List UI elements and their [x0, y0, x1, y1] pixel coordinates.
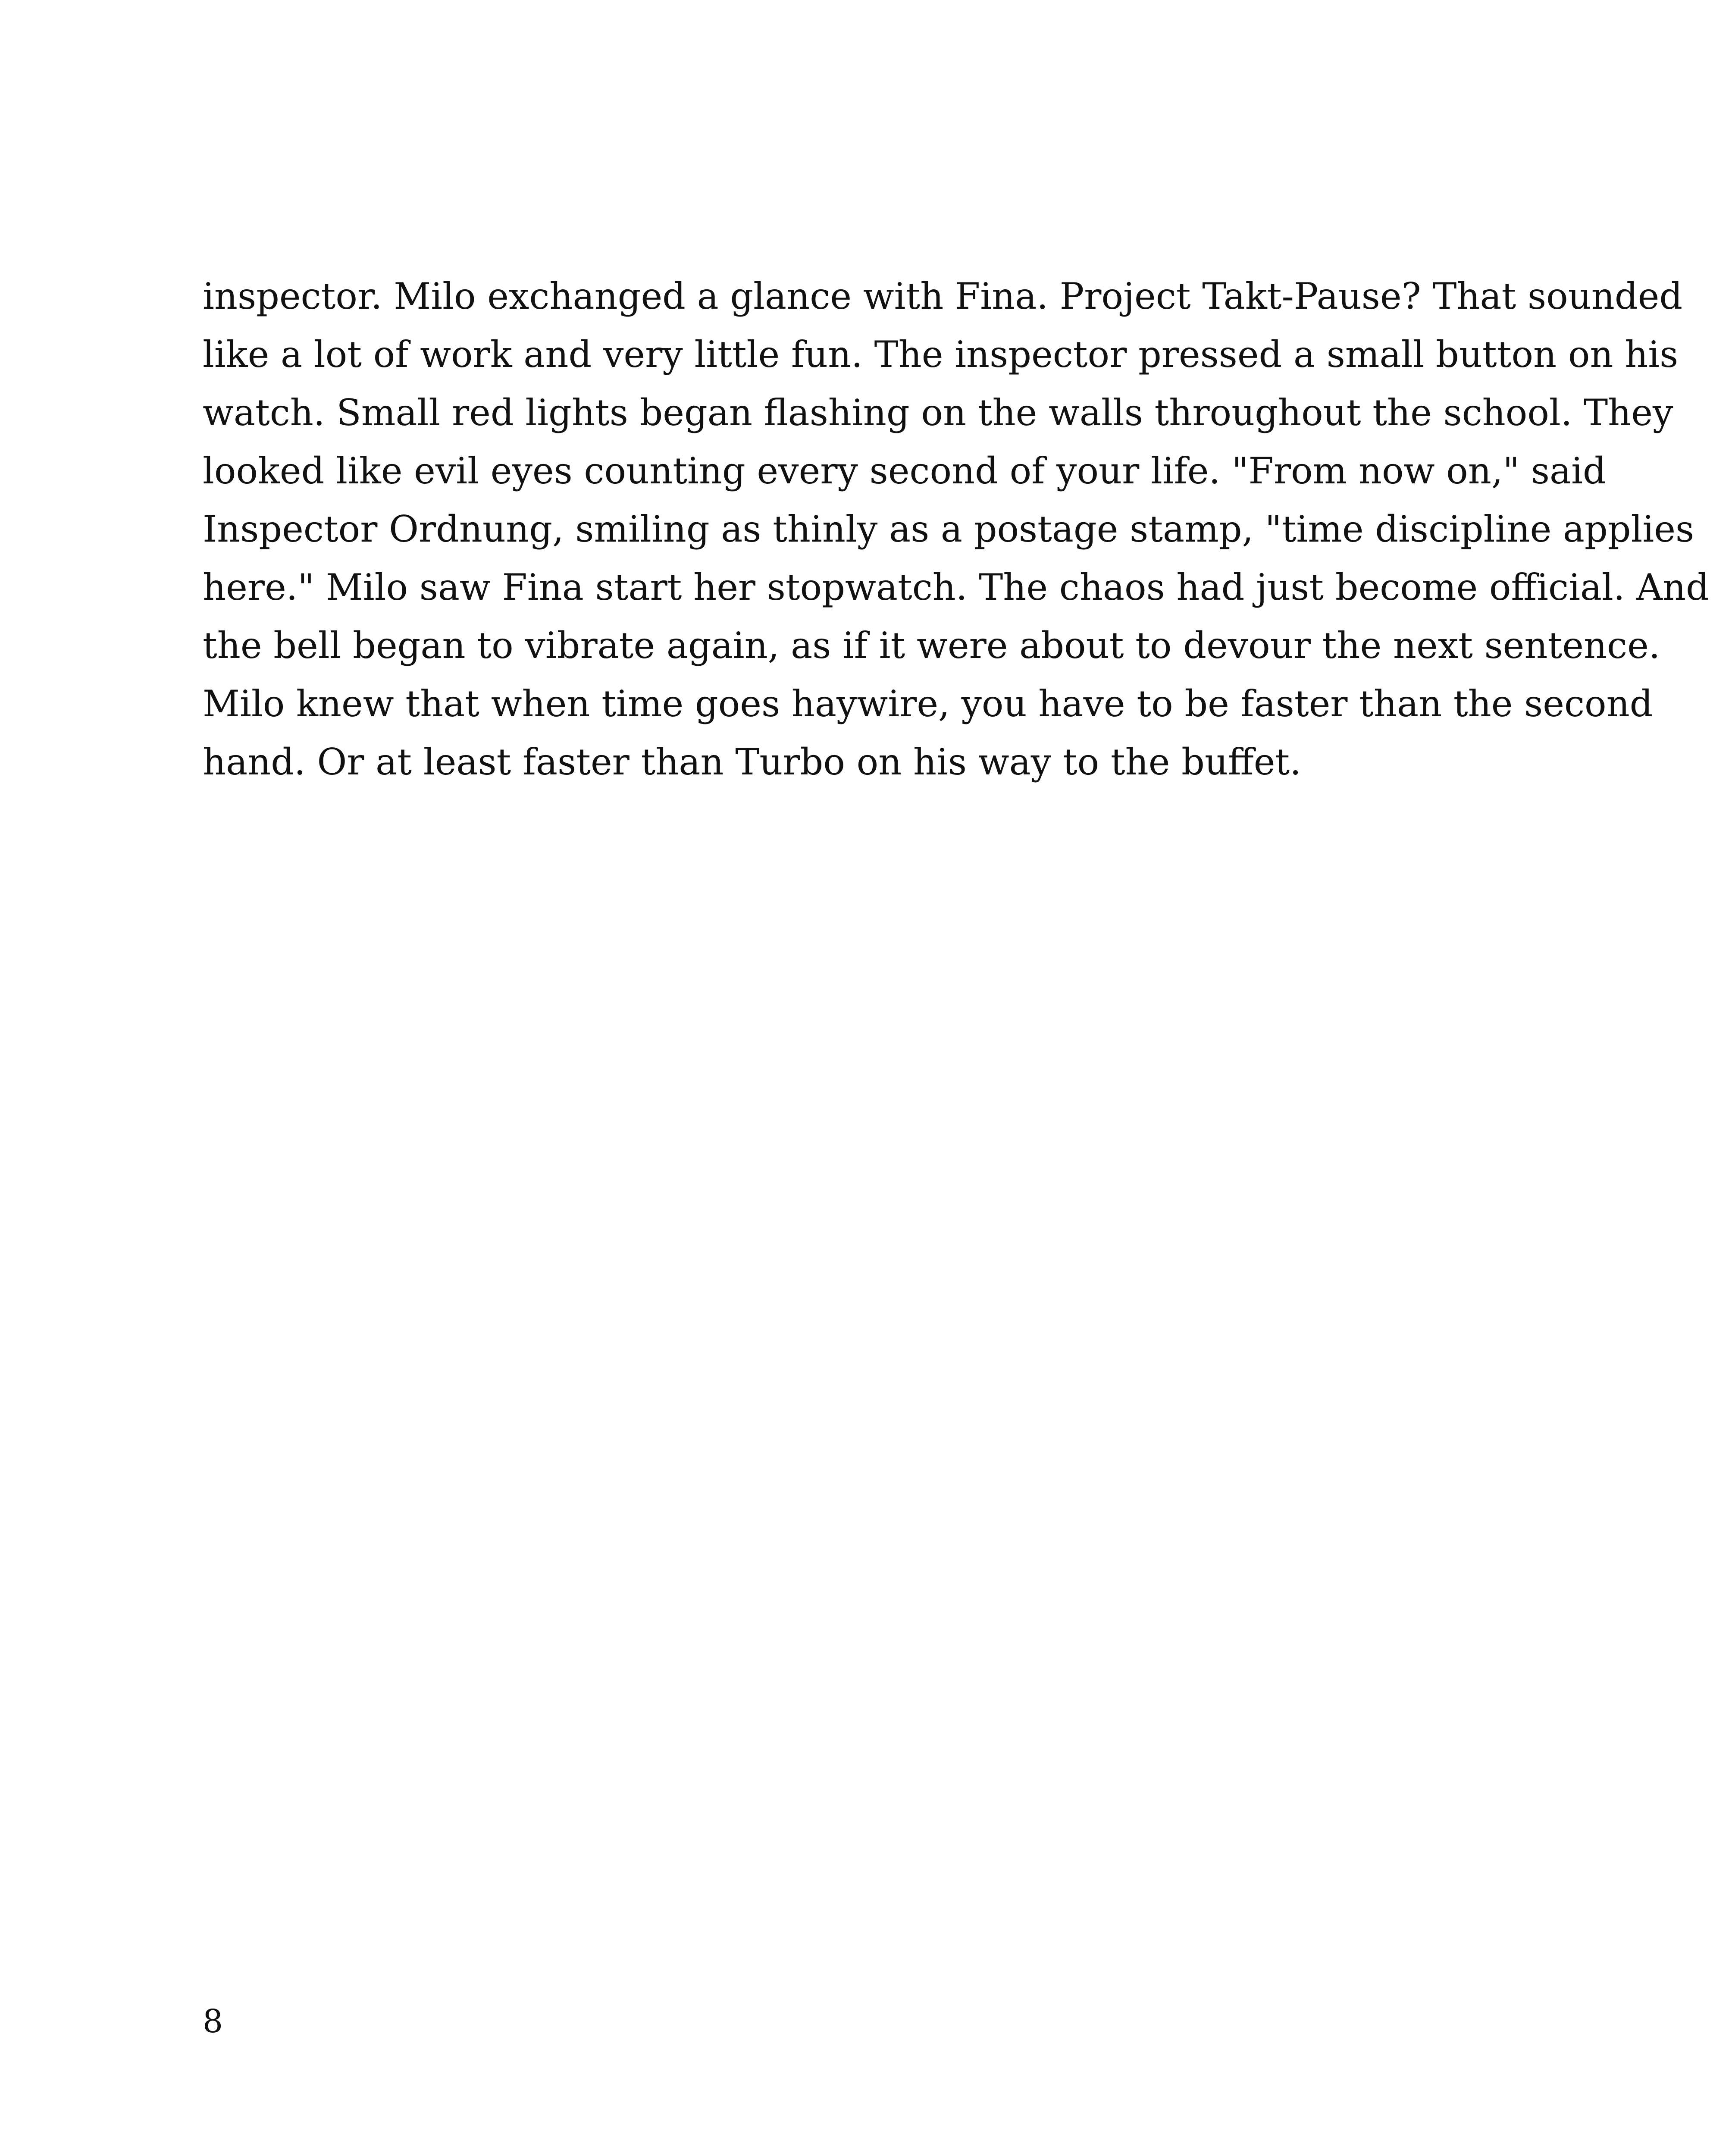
- body-paragraph: [203, 267, 1709, 791]
- text-line-7: the bell began to vibrate again, as if it were about to devour the next sentence.: [203, 624, 1660, 667]
- text-line-2: like a lot of work and very little fun. The inspector pressed a small button on his: [203, 333, 1679, 376]
- text-line-3: watch. Small red lights began flashing on the walls throughout the school. They: [203, 392, 1673, 434]
- text-line-8: Milo knew that when time goes haywire, you have to be faster than the second: [203, 683, 1653, 725]
- text-line-6: here." Milo saw Fina start her stopwatch. The chaos had just become official. And: [203, 566, 1709, 608]
- page-number: 8: [203, 2003, 223, 2040]
- text-line-5: Inspector Ordnung, smiling as thinly as a postage stamp, "time discipline applies: [203, 508, 1694, 550]
- text-line-4: looked like evil eyes counting every second of your life. "From now on," said: [203, 450, 1606, 492]
- text-line-9: hand. Or at least faster than Turbo on his way to the buffet.: [203, 741, 1301, 783]
- text-line-1: inspector. Milo exchanged a glance with Fina. Project Takt-Pause? That sounded: [203, 275, 1683, 317]
